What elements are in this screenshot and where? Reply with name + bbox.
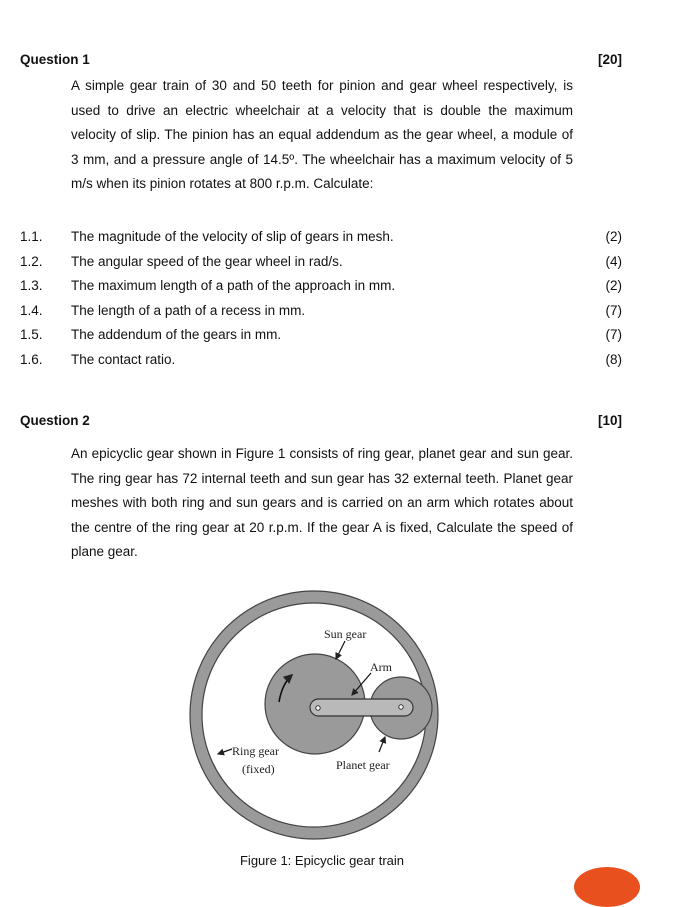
item-marks: (4) <box>605 253 622 269</box>
epicyclic-gear-figure <box>186 579 442 851</box>
question-2-marks: [10] <box>597 413 622 428</box>
question-1-title: Question 1 <box>20 52 90 67</box>
list-item <box>20 253 622 278</box>
list-item <box>20 326 622 351</box>
item-text: The contact ratio. <box>71 351 176 367</box>
arm-pivot-planet <box>399 705 403 709</box>
item-number: 1.4. <box>20 302 43 318</box>
item-marks: (2) <box>605 229 622 244</box>
question-2-heading <box>20 413 622 428</box>
floating-action-badge[interactable] <box>574 867 640 907</box>
item-number: 1.2. <box>20 253 43 269</box>
ring-gear-fixed-label: (fixed) <box>242 762 275 776</box>
item-text: The length of a path of a recess in mm. <box>71 302 306 318</box>
question-1-items <box>20 228 622 376</box>
question-1-heading <box>20 52 622 67</box>
list-item <box>20 228 622 253</box>
arm-pivot-sun <box>316 706 320 710</box>
item-text: The angular speed of the gear wheel in rad/s. <box>71 253 343 269</box>
question-2-title: Question 2 <box>20 413 90 428</box>
item-number: 1.3. <box>20 278 43 294</box>
item-number: 1.5. <box>20 327 43 343</box>
question-2-paragraph: An epicyclic gear shown in Figure 1 consists of ring gear, planet gear and sun gear. The ring gear has 72 internal teeth and sun gear has 32 external teeth. Planet gear meshes with both ring and sun gears and is carried on an arm which rotates about the centre of the ring gear at 20 r.p.m. If the gear A is fixed, Calculate the speed of plane gear. <box>71 446 573 559</box>
item-text: The magnitude of the velocity of slip of gears in mesh. <box>71 229 394 244</box>
list-item <box>20 302 622 327</box>
item-text: The maximum length of a path of the approach in mm. <box>71 278 396 294</box>
planet-gear-label: Planet gear <box>336 758 390 772</box>
item-marks: (8) <box>605 351 622 367</box>
arm <box>310 699 413 716</box>
item-marks: (7) <box>605 302 622 318</box>
item-text: The addendum of the gears in mm. <box>71 327 282 343</box>
question-1-paragraph: A simple gear train of 30 and 50 teeth for pinion and gear wheel respectively, is used to drive an electric wheelchair at a velocity that is double the maximum velocity of slip. The pinion has an equal addendum as the gear wheel, a module of 3 mm, and a pressure angle of 14.5º. The wheelchair has a maximum velocity of 5 m/s when its pinion rotates at 800 r.p.m. Calculate: <box>71 78 573 191</box>
item-marks: (7) <box>605 327 622 343</box>
ring-gear-label: Ring gear <box>232 744 279 758</box>
list-item <box>20 277 622 302</box>
question-1-marks: [20] <box>597 52 622 67</box>
item-marks: (2) <box>605 278 622 294</box>
sun-gear-label: Sun gear <box>324 627 367 641</box>
item-number: 1.6. <box>20 351 43 367</box>
figure-caption: Figure 1: Epicyclic gear train <box>239 853 404 868</box>
list-item <box>20 351 622 376</box>
item-number: 1.1. <box>20 229 43 244</box>
arm-label: Arm <box>370 660 392 674</box>
